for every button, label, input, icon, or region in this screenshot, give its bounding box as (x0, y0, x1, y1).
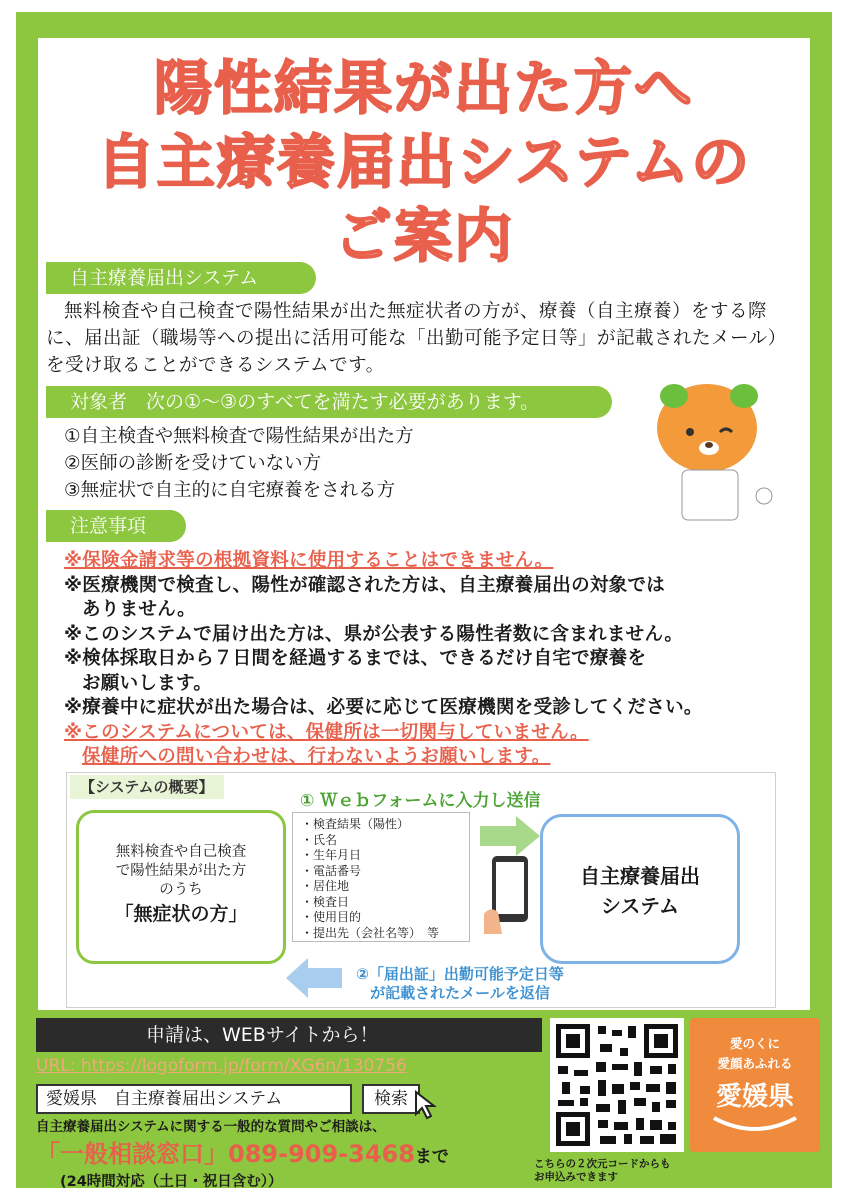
note-4-continued: お願いします。 (82, 672, 213, 694)
form-field-item: ・提出先（会社名等） 等 (301, 925, 440, 940)
title-line-2: 自主療養届出システムの (96, 128, 752, 196)
application-url-link[interactable]: URL: https://logoform.jp/form/XG6n/130756 (36, 1056, 407, 1076)
consultation-phone (36, 1138, 449, 1173)
section-heading-notes: 注意事項 (46, 510, 186, 542)
ehime-logo (690, 1018, 820, 1152)
logo-line-3: 愛媛県 (715, 1082, 794, 1112)
target-item-1: ①自主検査や無料検査で陽性結果が出た方 (64, 426, 414, 447)
service-hours: (24時間対応（土日・祝日含む）） (60, 1174, 283, 1190)
overview-step-2 (330, 965, 590, 1003)
section-heading-system: 自主療養届出システム (46, 262, 316, 294)
target-list (64, 423, 414, 504)
qr-note-line-2: お申込みできます (534, 1171, 618, 1183)
note-6-continued: 保健所への問い合わせは、行わないようお願いします。 (82, 746, 551, 767)
section-heading-targets: 対象者 次の①～③のすべてを満たす必要があります。 (46, 386, 612, 418)
system-description: 無料検査や自己検査で陽性結果が出た無症状者の方が、療養（自主療養）をする際に、届出証（職場等への提出に活用可能な「出勤可能予定日等」が記載されたメール）を受け取ることができるシステムです。 (46, 301, 778, 376)
note-1: ※保険金請求等の根拠資料に使用することはできません。 (64, 550, 554, 571)
applicant-line-3: のうち (159, 882, 203, 898)
logo-line-2: 愛顔あふれる (717, 1056, 793, 1071)
search-button[interactable]: 検索 (362, 1084, 420, 1114)
target-item-3: ③無症状で自主的に自宅療養をされる方 (64, 480, 396, 501)
applicant-line-2: で陽性結果が出た方 (115, 863, 247, 879)
cursor-arrow-icon (414, 1090, 442, 1120)
phone-number: 「一般相談窓口」089-909-3468 (36, 1140, 415, 1168)
form-field-item: ・氏名 (301, 832, 338, 847)
form-field-item: ・使用目的 (301, 910, 362, 924)
form-field-item: ・居住地 (301, 879, 350, 893)
inquiry-text: 自主療養届出システムに関する一般的な質問やご相談は、 (36, 1119, 386, 1135)
phone-suffix: まで (414, 1147, 449, 1167)
form-field-item: ・検査日 (301, 894, 350, 909)
applicant-line-1: 無料検査や自己検査 (115, 844, 247, 860)
step-2-line-2: が記載されたメールを返信 (370, 984, 550, 1002)
search-input[interactable]: 愛媛県 自主療養届出システム (36, 1084, 352, 1114)
step-2-line-1: ②「届出証」出勤可能予定日等 (356, 965, 564, 983)
note-4: ※検体採取日から７日間を経過するまでは、できるだけ自宅で療養を (64, 648, 647, 669)
title-line-3: ご案内 (333, 202, 514, 270)
form-field-item: ・生年月日 (301, 848, 362, 862)
qr-note (534, 1158, 694, 1184)
note-2: ※医療機関で検査し、陽性が確認された方は、自主療養届出の対象では (64, 574, 666, 596)
note-2-continued: ありません。 (82, 599, 196, 620)
notes-list (64, 549, 794, 770)
applicant-emphasis: 「無症状の方」 (114, 903, 248, 925)
note-6: ※このシステムについては、保健所は一切関与していません。 (64, 721, 589, 743)
form-fields-list (292, 812, 470, 942)
title-line-1: 陽性結果が出た方へ (153, 54, 694, 122)
form-field-item: ・電話番号 (301, 863, 362, 878)
smile-icon (710, 1114, 800, 1134)
system-box-line-1: 自主療養届出 (580, 864, 700, 888)
form-field-item: ・検査結果（陽性） (301, 817, 410, 831)
target-item-2: ②医師の診断を受けていない方 (64, 453, 322, 474)
qr-code[interactable] (550, 1018, 684, 1152)
logo-line-1: 愛のくに (729, 1036, 780, 1051)
note-5: ※療養中に症状が出た場合は、必要に応じて医療機関を受診してください。 (64, 697, 703, 718)
mascot-illustration (652, 378, 782, 528)
system-box-line-2: システム (601, 894, 679, 918)
apply-banner: 申請は、WEBサイトから！ (36, 1018, 542, 1052)
system-box (540, 814, 740, 964)
overview-label: 【システムの概要】 (70, 775, 224, 799)
smartphone-icon (484, 854, 536, 934)
note-3: ※このシステムで届け出た方は、県が公表する陽性者数に含まれません。 (64, 623, 684, 645)
applicant-box (76, 810, 286, 964)
arrow-right-icon (480, 816, 540, 856)
overview-step-1: ① Ｗｅｂフォームに入力し送信 (300, 791, 541, 811)
qr-note-line-1: こちらの２次元コードからも (534, 1158, 671, 1170)
